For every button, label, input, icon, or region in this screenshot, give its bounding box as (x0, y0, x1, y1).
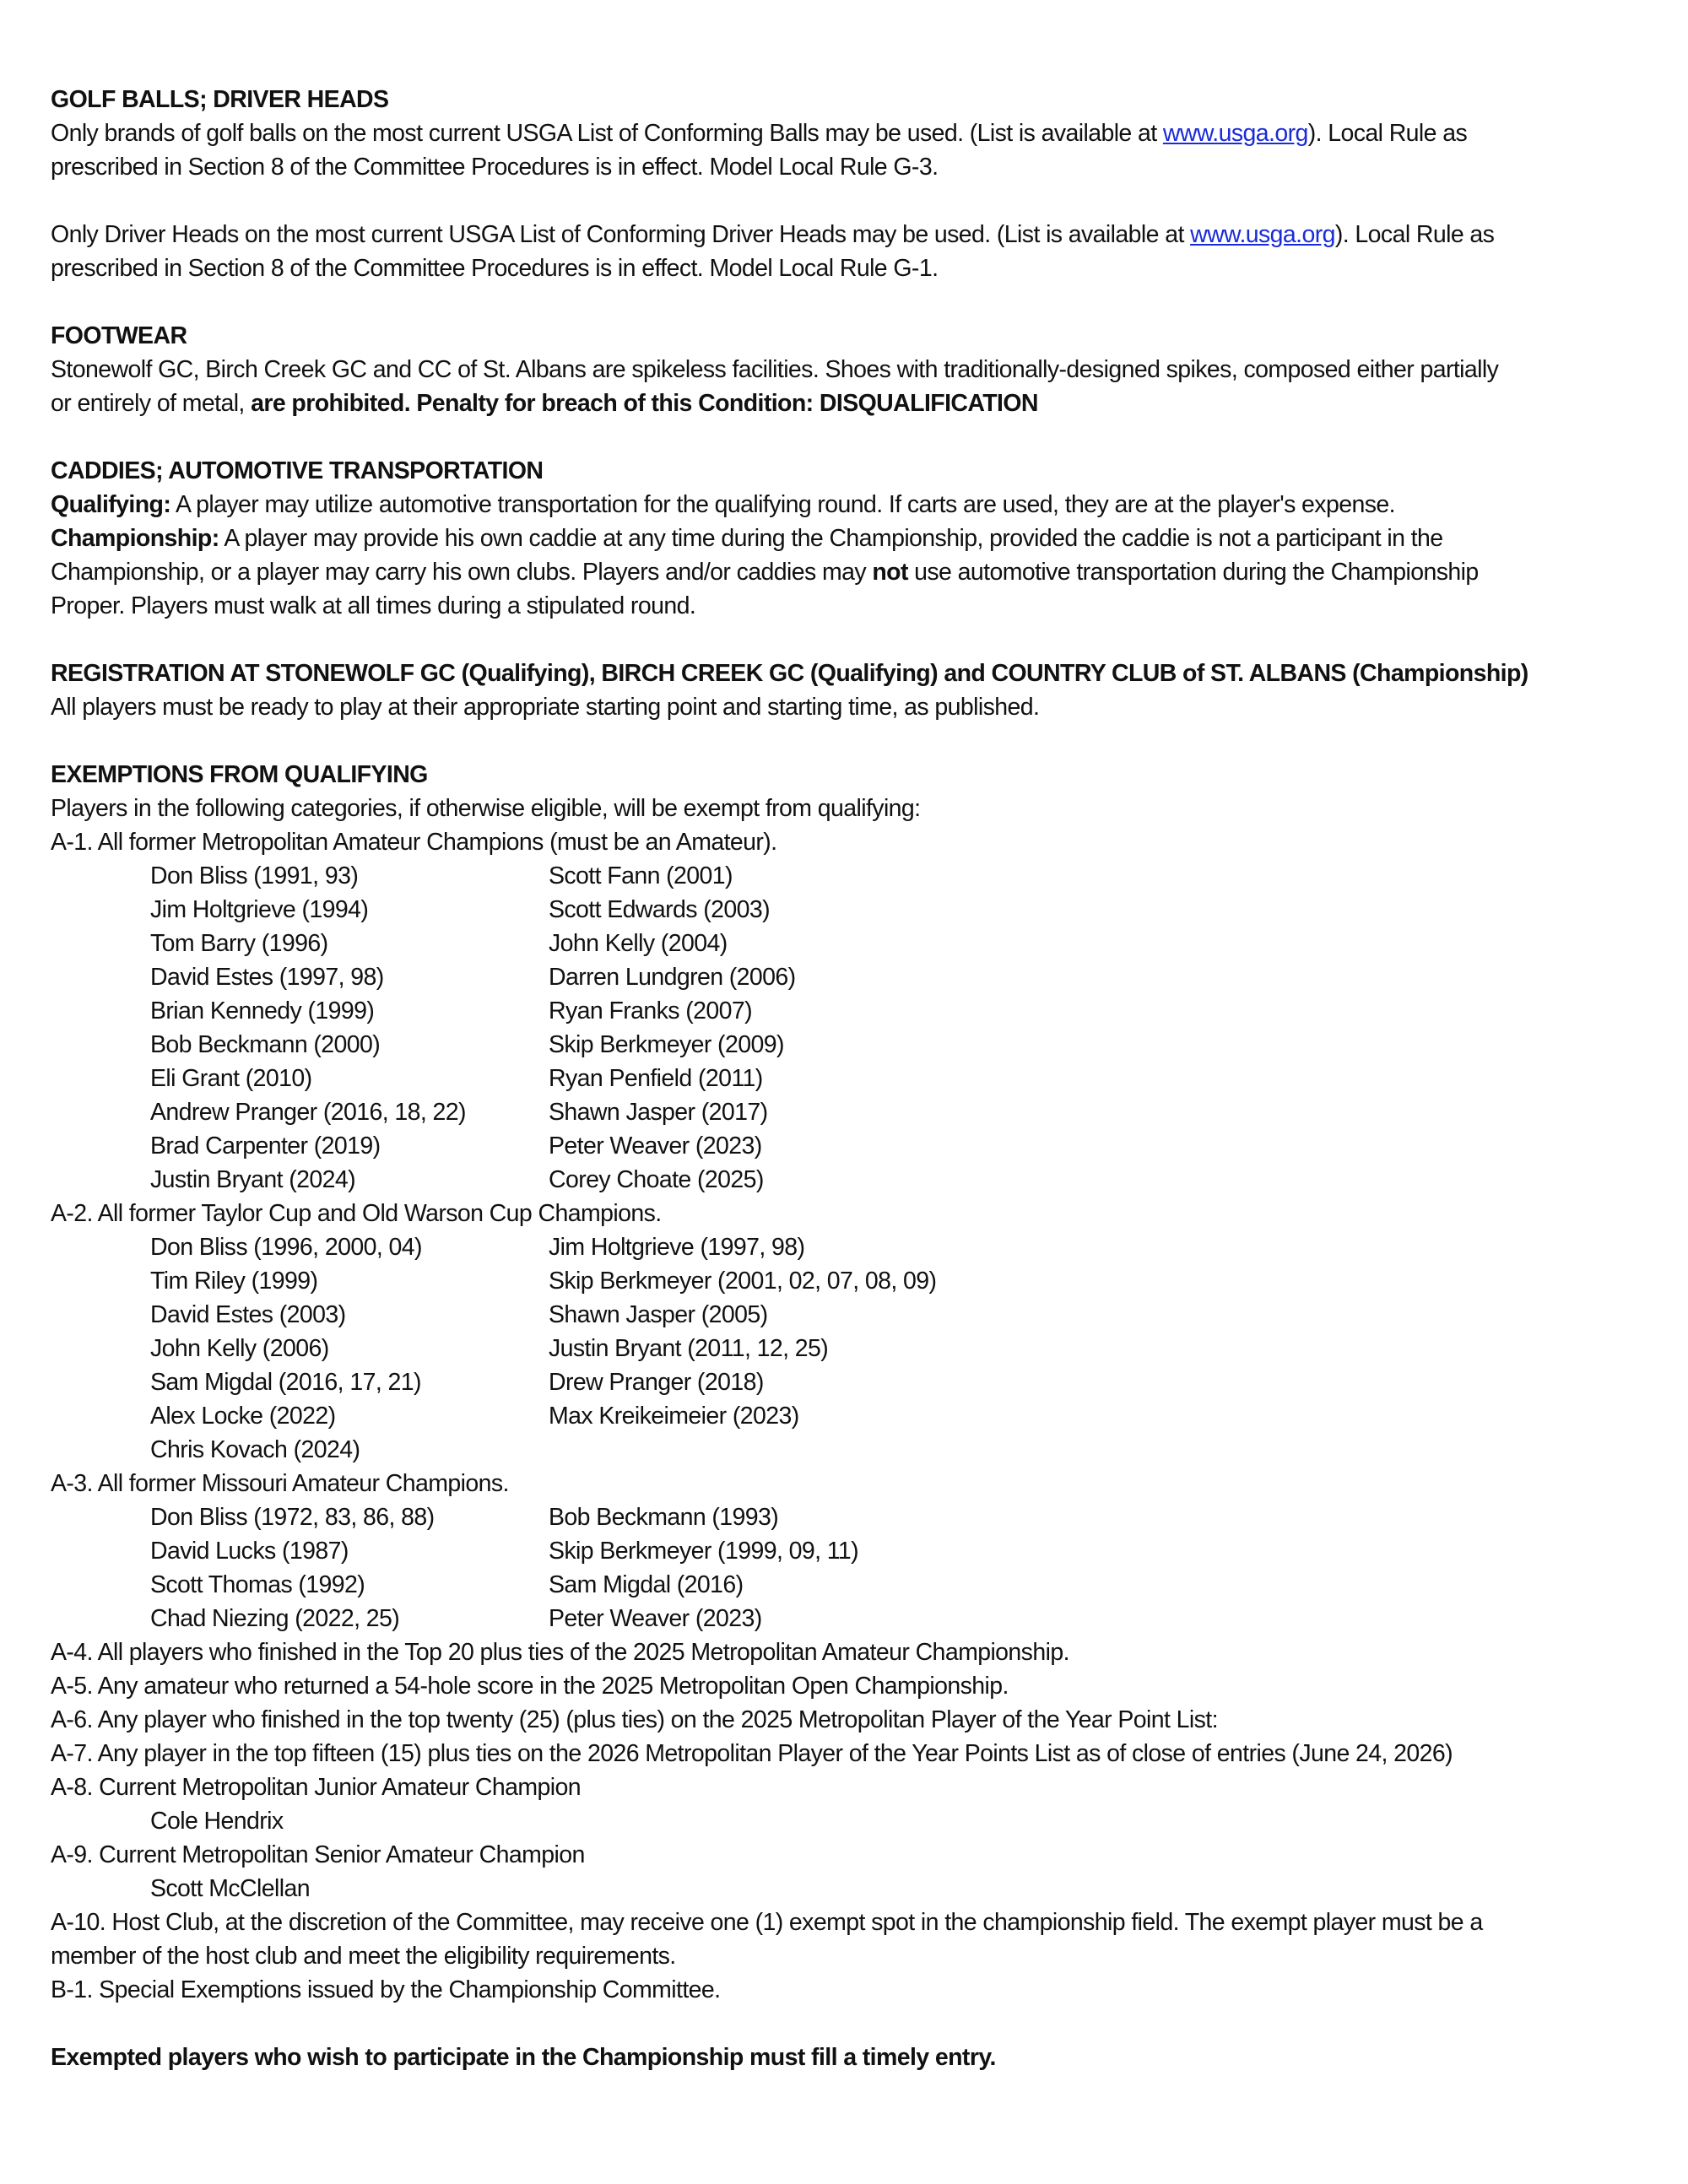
champion-name: Andrew Pranger (2016, 18, 22) (150, 1099, 466, 1126)
champion-row (51, 1163, 1654, 1197)
champion-row (51, 1230, 1654, 1264)
text: A player may provide his own caddie at any time during the Championship, provided the caddie is not a participant in the (219, 525, 1443, 552)
champion-name: Tom Barry (1996) (150, 930, 328, 957)
exemption-b1: B-1. Special Exemptions issued by the Championship Committee. (51, 1976, 721, 2003)
champion-name: Sam Migdal (2016) (549, 1571, 744, 1598)
champion-name: Corey Choate (2025) (549, 1166, 764, 1193)
champion-name: Skip Berkmeyer (2009) (549, 1031, 784, 1058)
champion-row (51, 1602, 1654, 1635)
exemption-a6: A-6. Any player who finished in the top twenty (25) (plus ties) on the 2025 Metropolitan Player of the Year Point List: (51, 1706, 1218, 1733)
champion-row (51, 1332, 1654, 1365)
section-heading-caddies: CADDIES; AUTOMOTIVE TRANSPORTATION (51, 457, 544, 484)
exemption-a8-name: Cole Hendrix (150, 1808, 284, 1835)
exemption-a4: A-4. All players who finished in the Top 20 plus ties of the 2025 Metropolitan Amateur Championship. (51, 1639, 1069, 1666)
champion-name: Don Bliss (1996, 2000, 04) (150, 1234, 422, 1261)
footwear-paragraph-line: Stonewolf GC, Birch Creek GC and CC of St. Albans are spikeless facilities. Shoes with traditionally-designed spikes, composed either partially (51, 356, 1499, 383)
champion-name: Don Bliss (1991, 93) (150, 862, 359, 889)
section-heading-registration: REGISTRATION AT STONEWOLF GC (Qualifying), BIRCH CREEK GC (Qualifying) and COUNTRY CLUB of ST. ALBANS (Championship) (51, 660, 1528, 687)
champion-name: Bob Beckmann (1993) (549, 1504, 779, 1531)
champion-row (51, 927, 1654, 960)
champion-row (51, 1568, 1654, 1602)
champion-name: Peter Weaver (2023) (549, 1133, 762, 1160)
champion-row (51, 1028, 1654, 1062)
caddies-qualifying-line (51, 488, 1654, 522)
penalty-text: are prohibited. Penalty for breach of this Condition: DISQUALIFICATION (251, 390, 1038, 417)
text: or entirely of metal, (51, 390, 252, 417)
champion-name: Max Kreikeimeier (2023) (549, 1403, 799, 1430)
exemption-a7: A-7. Any player in the top fifteen (15) plus ties on the 2026 Metropolitan Player of the Year Points List as of close of entries (June 24, 2026) (51, 1740, 1453, 1767)
champion-name: Sam Migdal (2016, 17, 21) (150, 1369, 421, 1396)
exemption-a3-list (51, 1500, 1654, 1635)
champion-name: Ryan Franks (2007) (549, 997, 753, 1024)
champion-row (51, 1095, 1654, 1129)
text: ). Local Rule as (1334, 221, 1495, 248)
exemption-a5: A-5. Any amateur who returned a 54-hole score in the 2025 Metropolitan Open Championship. (51, 1673, 1009, 1700)
caddies-paragraph-line (51, 555, 1654, 589)
champion-name: Drew Pranger (2018) (549, 1369, 764, 1396)
registration-text: All players must be ready to play at their appropriate starting point and starting time, as published. (51, 694, 1040, 721)
champion-name: Skip Berkmeyer (1999, 09, 11) (549, 1538, 859, 1565)
section-heading-golf-balls: GOLF BALLS; DRIVER HEADS (51, 86, 389, 113)
champion-row (51, 960, 1654, 994)
exemption-a9-name: Scott McClellan (150, 1875, 310, 1902)
champion-row (51, 1365, 1654, 1399)
text: Only brands of golf balls on the most current USGA List of Conforming Balls may be used. (List is available at (51, 120, 1163, 147)
exemption-a1-label: A-1. All former Metropolitan Amateur Champions (must be an Amateur). (51, 829, 777, 856)
champion-name: David Lucks (1987) (150, 1538, 349, 1565)
exemption-a10-line: member of the host club and meet the eligibility requirements. (51, 1943, 676, 1970)
exemption-a9: A-9. Current Metropolitan Senior Amateur Champion (51, 1841, 585, 1868)
champion-row (51, 1264, 1654, 1298)
champion-name: Brian Kennedy (1999) (150, 997, 375, 1024)
exemption-a10-line: A-10. Host Club, at the discretion of the Committee, may receive one (1) exempt spot in the championship field. The exempt player must be a (51, 1909, 1483, 1936)
emphasis-not: not (872, 559, 908, 586)
champion-name: Shawn Jasper (2017) (549, 1099, 768, 1126)
champion-name: Tim Riley (1999) (150, 1268, 318, 1295)
champion-name: Brad Carpenter (2019) (150, 1133, 381, 1160)
text: ). Local Rule as (1307, 120, 1468, 147)
champion-name: Peter Weaver (2023) (549, 1605, 762, 1632)
champion-row (51, 1534, 1654, 1568)
text: use automotive transportation during the Championship (907, 559, 1479, 586)
golf-balls-paragraph-line (51, 116, 1654, 150)
usga-link[interactable]: www.usga.org (1162, 120, 1308, 147)
championship-label: Championship: (51, 525, 219, 552)
text: Only Driver Heads on the most current USGA List of Conforming Driver Heads may be used. (List is available at (51, 221, 1191, 248)
driver-heads-paragraph-line: prescribed in Section 8 of the Committee Procedures is in effect. Model Local Rule G-1. (51, 255, 939, 282)
exemptions-intro: Players in the following categories, if otherwise eligible, will be exempt from qualifying: (51, 795, 921, 822)
caddies-paragraph-line: Proper. Players must walk at all times during a stipulated round. (51, 592, 696, 619)
document-page (51, 83, 1654, 2074)
champion-name: Shawn Jasper (2005) (549, 1301, 768, 1328)
champion-name: John Kelly (2006) (150, 1335, 329, 1362)
champion-row (51, 1399, 1654, 1433)
champion-name: Bob Beckmann (2000) (150, 1031, 381, 1058)
champion-name: David Estes (1997, 98) (150, 964, 384, 991)
champion-row (51, 859, 1654, 893)
champion-name: John Kelly (2004) (549, 930, 728, 957)
driver-heads-paragraph-line (51, 218, 1654, 251)
exemption-a2-list (51, 1230, 1654, 1467)
champion-name: Jim Holtgrieve (1994) (150, 896, 369, 923)
text: A player may utilize automotive transportation for the qualifying round. If carts are used, they are at the player's expense. (170, 491, 1395, 518)
champion-name: Don Bliss (1972, 83, 86, 88) (150, 1504, 435, 1531)
footwear-paragraph-line (51, 387, 1654, 420)
champion-name: Chris Kovach (2024) (150, 1436, 360, 1463)
champion-name: Justin Bryant (2011, 12, 25) (549, 1335, 829, 1362)
champion-name: Alex Locke (2022) (150, 1403, 336, 1430)
champion-name: Scott Edwards (2003) (549, 896, 771, 923)
champion-row (51, 1298, 1654, 1332)
text: Championship, or a player may carry his own clubs. Players and/or caddies may (51, 559, 873, 586)
caddies-championship-line (51, 522, 1654, 555)
golf-balls-paragraph-line: prescribed in Section 8 of the Committee Procedures is in effect. Model Local Rule G-3. (51, 154, 939, 181)
champion-row (51, 1500, 1654, 1534)
champion-name: Eli Grant (2010) (150, 1065, 312, 1092)
closing-note: Exempted players who wish to participate in the Championship must fill a timely entry. (51, 2044, 996, 2071)
champion-row (51, 1433, 1654, 1467)
champion-name: Darren Lundgren (2006) (549, 964, 796, 991)
champion-row (51, 1062, 1654, 1095)
champion-name: Skip Berkmeyer (2001, 02, 07, 08, 09) (549, 1268, 937, 1295)
section-heading-footwear: FOOTWEAR (51, 322, 187, 349)
exemption-a3-label: A-3. All former Missouri Amateur Champions. (51, 1470, 509, 1497)
exemption-a8: A-8. Current Metropolitan Junior Amateur Champion (51, 1774, 581, 1801)
usga-link[interactable]: www.usga.org (1190, 221, 1335, 248)
champion-name: Justin Bryant (2024) (150, 1166, 356, 1193)
exemption-a1-list (51, 859, 1654, 1197)
champion-row (51, 994, 1654, 1028)
section-heading-exemptions: EXEMPTIONS FROM QUALIFYING (51, 761, 428, 788)
qualifying-label: Qualifying: (51, 491, 171, 518)
champion-name: Scott Thomas (1992) (150, 1571, 365, 1598)
champion-name: David Estes (2003) (150, 1301, 346, 1328)
exemption-a2-label: A-2. All former Taylor Cup and Old Warson Cup Champions. (51, 1200, 662, 1227)
champion-name: Chad Niezing (2022, 25) (150, 1605, 400, 1632)
champion-row (51, 893, 1654, 927)
champion-name: Scott Fann (2001) (549, 862, 733, 889)
champion-name: Ryan Penfield (2011) (549, 1065, 763, 1092)
champion-row (51, 1129, 1654, 1163)
champion-name: Jim Holtgrieve (1997, 98) (549, 1234, 805, 1261)
